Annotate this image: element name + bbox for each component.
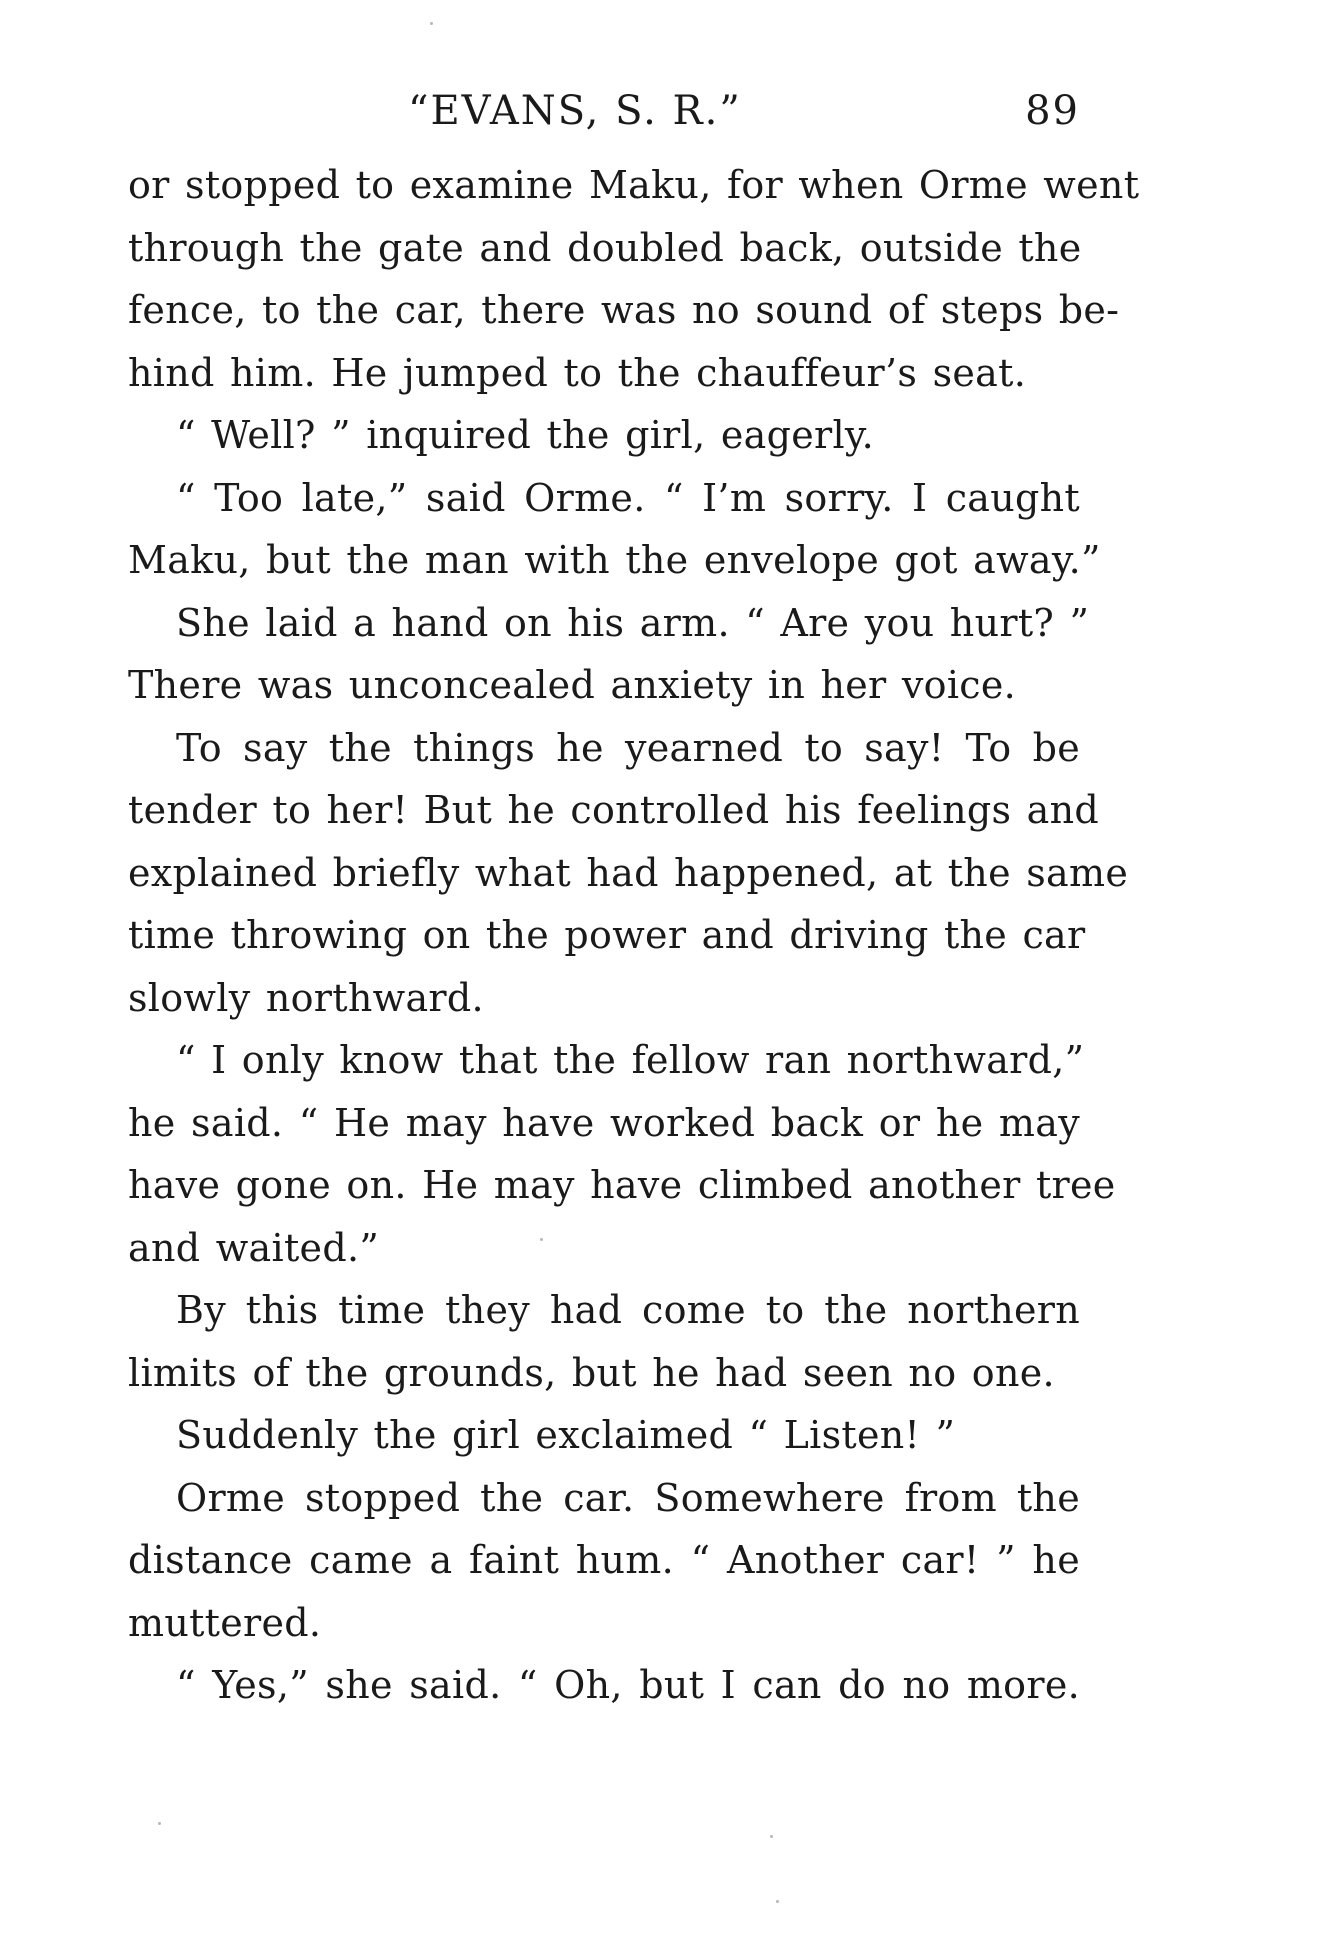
- text-line: “ I only know that the fellow ran northward,”: [176, 1038, 1085, 1082]
- text-line: limits of the grounds, but he had seen no one.: [128, 1350, 1055, 1395]
- text-line: muttered.: [128, 1600, 322, 1645]
- text-line: Suddenly the girl exclaimed “ Listen! ”: [176, 1413, 956, 1457]
- text-line: She laid a hand on his arm. “ Are you hurt? ”: [176, 600, 1090, 645]
- page-header: [128, 88, 1080, 148]
- text-line: “ Too late,” said Orme. “ I’m sorry. I caught: [176, 475, 1080, 520]
- text-line: have gone on. He may have climbed another tree: [128, 1163, 1116, 1207]
- paper-speck: [158, 1822, 161, 1825]
- text-line: tender to her! But he controlled his feelings and: [128, 788, 1100, 832]
- text-line: fence, to the car, there was no sound of steps be-: [128, 288, 1120, 332]
- text-line: “ Yes,” she said. “ Oh, but I can do no more.: [176, 1663, 1080, 1707]
- paper-speck: [540, 1238, 543, 1241]
- text-line: “ Well? ” inquired the girl, eagerly.: [176, 413, 874, 457]
- text-line: Maku, but the man with the envelope got away.”: [128, 538, 1101, 582]
- text-line: or stopped to examine Maku, for when Orme went: [128, 163, 1140, 207]
- text-line: To say the things he yearned to say! To be: [176, 725, 1080, 770]
- text-line: By this time they had come to the northern: [176, 1288, 1080, 1332]
- text-line: slowly northward.: [128, 975, 484, 1020]
- text-line: Orme stopped the car. Somewhere from the: [176, 1475, 1080, 1520]
- running-title: “EVANS, S. R.”: [408, 88, 742, 134]
- text-line: he said. “ He may have worked back or he may: [128, 1100, 1080, 1145]
- text-line: and waited.”: [128, 1225, 380, 1270]
- text-line: time throwing on the power and driving the car: [128, 913, 1086, 957]
- text-line: through the gate and doubled back, outside the: [128, 225, 1082, 270]
- body-text: [128, 154, 1140, 1717]
- paper-speck: [776, 1900, 779, 1903]
- text-line: distance came a faint hum. “ Another car! ” he: [128, 1538, 1080, 1582]
- paper-speck: [430, 22, 433, 25]
- paper-speck: [770, 1835, 773, 1838]
- text-line: hind him. He jumped to the chauffeur’s seat.: [128, 350, 1027, 395]
- page-number: 89: [1025, 88, 1080, 134]
- text-line: There was unconcealed anxiety in her voice.: [128, 663, 1017, 707]
- text-line: explained briefly what had happened, at the same: [128, 850, 1129, 895]
